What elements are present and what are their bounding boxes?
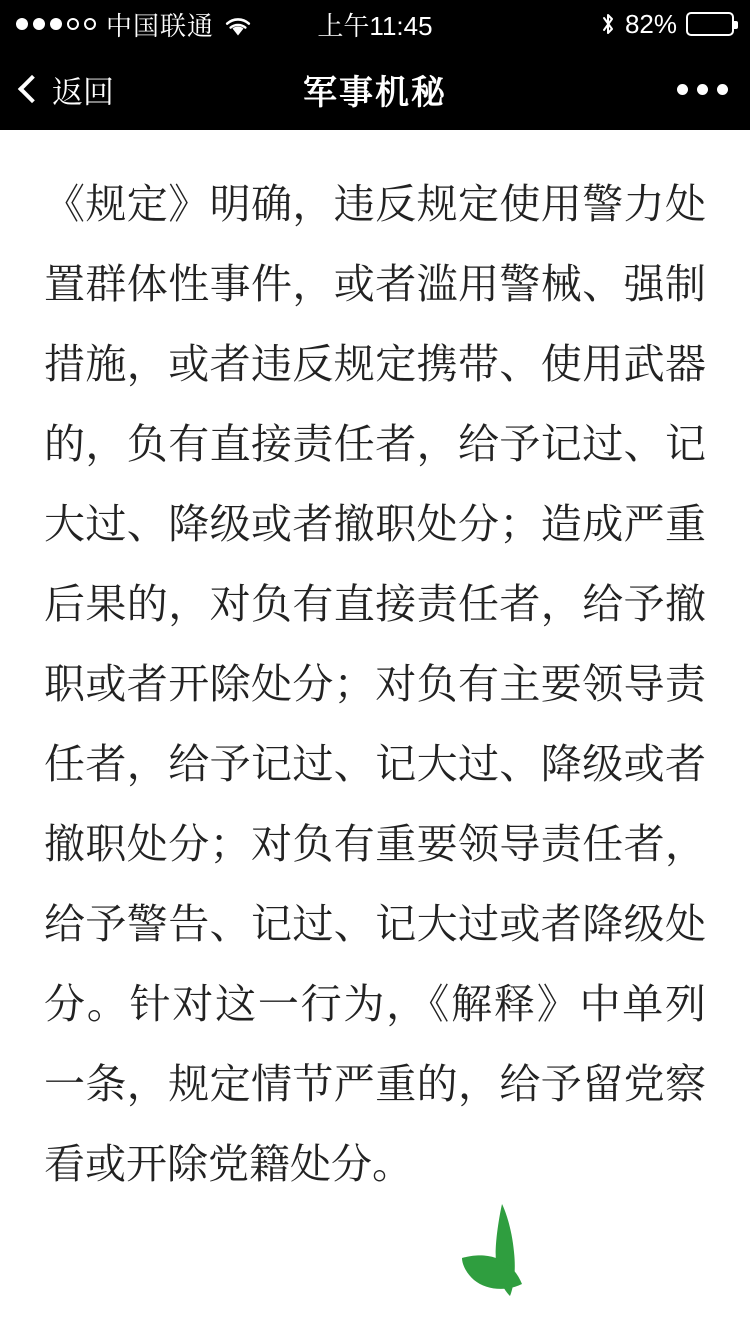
status-bar-left [16, 6, 252, 43]
signal-strength-icon [16, 18, 96, 30]
navigation-bar [0, 48, 750, 130]
chevron-left-icon [18, 75, 46, 103]
more-dot [677, 84, 688, 95]
status-bar [0, 0, 750, 48]
more-options-button[interactable] [677, 84, 728, 95]
clock-label: 上午11:45 [317, 10, 433, 41]
leaf-icon [444, 1196, 564, 1306]
back-button[interactable] [22, 67, 114, 112]
bluetooth-icon [600, 12, 616, 36]
page-title: 军事机秘 [303, 73, 447, 112]
back-button-label: 返回 [52, 74, 114, 110]
more-dot [697, 84, 708, 95]
status-bar-right [600, 9, 734, 40]
carrier-label: 中国联通 [106, 10, 215, 41]
battery-percent-label: 82% [624, 8, 677, 39]
article-container [0, 130, 750, 1334]
wifi-icon [224, 13, 252, 35]
battery-icon [686, 12, 734, 36]
article-body: 《规定》明确，违反规定使用警力处置群体性事件，或者滥用警械、强制措施，或者违反规定携带、使用武器的，负有直接责任者，给予记过、记大过、降级或者撤职处分；造成严重后果的，对负有直接责任者，给予撤职或者开除处分；对负有主要领导责任者，给予记过、记大过、降级或者撤职处分；对负有重要领导责任者，给予警告、记过、记大过或者降级处分。针对这一行为，《解释》中单列一条，规定情节严重的，给予留党察看或开除党籍处分。 [44, 180, 706, 1188]
more-dot [717, 84, 728, 95]
